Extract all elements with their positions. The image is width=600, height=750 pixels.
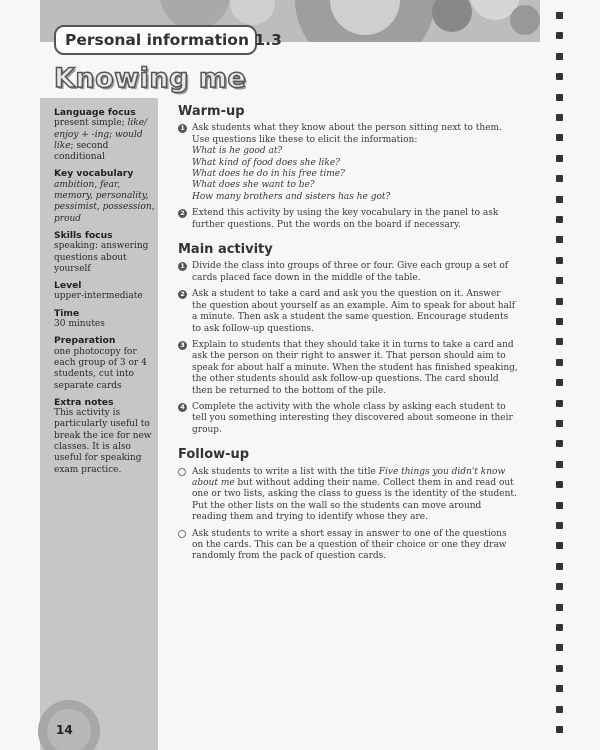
binding-mark bbox=[556, 563, 563, 570]
binding-mark bbox=[556, 583, 563, 590]
sidebar-text: upper-intermediate bbox=[54, 291, 143, 302]
warmup-step-1 bbox=[178, 123, 518, 203]
warmup-step-2 bbox=[178, 208, 518, 231]
section-tag: Personal information 1.3 bbox=[54, 25, 257, 55]
binding-mark bbox=[556, 481, 563, 488]
followup-item-2 bbox=[178, 529, 518, 563]
step-number-icon: 1 bbox=[178, 124, 187, 133]
followup-item-2-text: Ask students to write a short essay in answer to one of the questions on the cards. This can be a question of their choice or one they draw randomly from the pack of question cards. bbox=[192, 528, 507, 562]
main-step-text: Divide the class into groups of three or four. Give each group a set of cards placed face down in the middle of the table. bbox=[192, 261, 509, 283]
main-step-text: Explain to students that they should take it in turns to take a card and ask the person on their right to answer it. That person should aim to speak for about half a minute. When the student has finished speaking, the other students should ask follow-up questions. The card should then be returned to the bottom of the pile. bbox=[192, 339, 518, 396]
binding-mark bbox=[556, 32, 563, 39]
main-step-text: Ask a student to take a card and ask you the question on it. Answer the question about yourself as an example. Aim to speak for about half a minute. Then ask a student the same question. Encourage students to ask follow-up questions. bbox=[192, 289, 516, 334]
binding-mark bbox=[556, 624, 563, 631]
decor-circle bbox=[432, 0, 472, 32]
spiral-binding bbox=[556, 0, 564, 750]
page-number: 14 bbox=[56, 723, 73, 737]
warmup-questions bbox=[192, 146, 518, 203]
main-step-4 bbox=[178, 402, 518, 436]
binding-mark bbox=[556, 73, 563, 80]
binding-mark bbox=[556, 644, 563, 651]
main-content bbox=[178, 106, 518, 568]
binding-mark bbox=[556, 155, 563, 162]
binding-mark bbox=[556, 53, 563, 60]
sidebar-text: present simple; like/ enjoy + -ing; would like; second conditional bbox=[54, 118, 148, 163]
binding-mark bbox=[556, 134, 563, 141]
main-step-text: Complete the activity with the whole class by asking each student to tell you something interesting they discovered about someone in their group. bbox=[192, 401, 513, 435]
sidebar-text: 30 minutes bbox=[54, 319, 105, 330]
binding-mark bbox=[556, 542, 563, 549]
decor-circle bbox=[510, 5, 540, 35]
binding-mark bbox=[556, 94, 563, 101]
binding-mark bbox=[556, 175, 563, 182]
warmup-step-2-text: Extend this activity by using the key vocabulary in the panel to ask further questions. Put the words on the board if necessary. bbox=[192, 208, 499, 230]
sidebar-text: This activity is particularly useful to break the ice for new classes. It is also useful for speaking exam practice. bbox=[54, 408, 152, 475]
sidebar-heading: Skills focus bbox=[54, 229, 113, 241]
main-activity-heading: Main activity bbox=[178, 242, 273, 258]
page-title: Knowing me bbox=[54, 63, 247, 94]
question-item: What does he do in his free time? bbox=[192, 169, 345, 180]
binding-mark bbox=[556, 502, 563, 509]
bullet-icon bbox=[178, 468, 186, 476]
step-number-icon: 3 bbox=[178, 341, 187, 350]
followup-item-1-text: Ask students to write a list with the title Five things you didn't know about me but without adding their name. Collect them in and read out one or two lists, asking the class to guess is the identity of the student. Put the other lists on the wall so the students can move around reading them and trying to identify whose they are. bbox=[192, 466, 517, 523]
binding-mark bbox=[556, 236, 563, 243]
step-number-icon: 2 bbox=[178, 290, 187, 299]
binding-mark bbox=[556, 318, 563, 325]
binding-mark bbox=[556, 522, 563, 529]
binding-mark bbox=[556, 726, 563, 733]
binding-mark bbox=[556, 277, 563, 284]
sidebar-heading: Key vocabulary bbox=[54, 168, 134, 180]
question-item: What does she want to be? bbox=[192, 180, 315, 191]
sidebar-info bbox=[54, 107, 158, 476]
binding-mark bbox=[556, 685, 563, 692]
binding-mark bbox=[556, 379, 563, 386]
binding-mark bbox=[556, 420, 563, 427]
binding-mark bbox=[556, 665, 563, 672]
binding-mark bbox=[556, 114, 563, 121]
step-number-icon: 1 bbox=[178, 262, 187, 271]
sidebar-heading: Level bbox=[54, 280, 82, 292]
followup-item-1 bbox=[178, 467, 518, 524]
binding-mark bbox=[556, 461, 563, 468]
question-item: How many brothers and sisters has he got? bbox=[192, 191, 391, 202]
binding-mark bbox=[556, 359, 563, 366]
binding-mark bbox=[556, 216, 563, 223]
binding-mark bbox=[556, 196, 563, 203]
question-item: What kind of food does she like? bbox=[192, 157, 340, 168]
decor-circle bbox=[230, 0, 275, 25]
step-number-icon: 4 bbox=[178, 403, 187, 412]
warmup-heading: Warm-up bbox=[178, 104, 245, 119]
sidebar-heading: Preparation bbox=[54, 335, 116, 347]
binding-mark bbox=[556, 706, 563, 713]
question-item: What is he good at? bbox=[192, 146, 283, 157]
main-step-1 bbox=[178, 261, 518, 284]
followup-heading: Follow-up bbox=[178, 447, 250, 463]
bullet-icon bbox=[178, 530, 186, 538]
main-step-3 bbox=[178, 340, 518, 397]
sidebar-heading: Time bbox=[54, 307, 80, 319]
sidebar-heading: Language focus bbox=[54, 107, 136, 118]
binding-mark bbox=[556, 440, 563, 447]
binding-mark bbox=[556, 298, 563, 305]
binding-mark bbox=[556, 338, 563, 345]
main-step-2 bbox=[178, 289, 518, 335]
sidebar-text: ambition, fear, memory, personality, pessimist, possession, proud bbox=[54, 179, 155, 224]
binding-mark bbox=[556, 257, 563, 264]
sidebar-text: one photocopy for each group of 3 or 4 students, cut into separate cards bbox=[54, 346, 147, 391]
binding-mark bbox=[556, 400, 563, 407]
binding-mark bbox=[556, 604, 563, 611]
step-number-icon: 2 bbox=[178, 209, 187, 218]
warmup-step-1-text: Ask students what they know about the person sitting next to them. Use questions like these to elicit the information: bbox=[192, 123, 502, 145]
sidebar-text: speaking: answering questions about yourself bbox=[54, 241, 149, 274]
binding-mark bbox=[556, 12, 563, 19]
sidebar-heading: Extra notes bbox=[54, 396, 114, 408]
